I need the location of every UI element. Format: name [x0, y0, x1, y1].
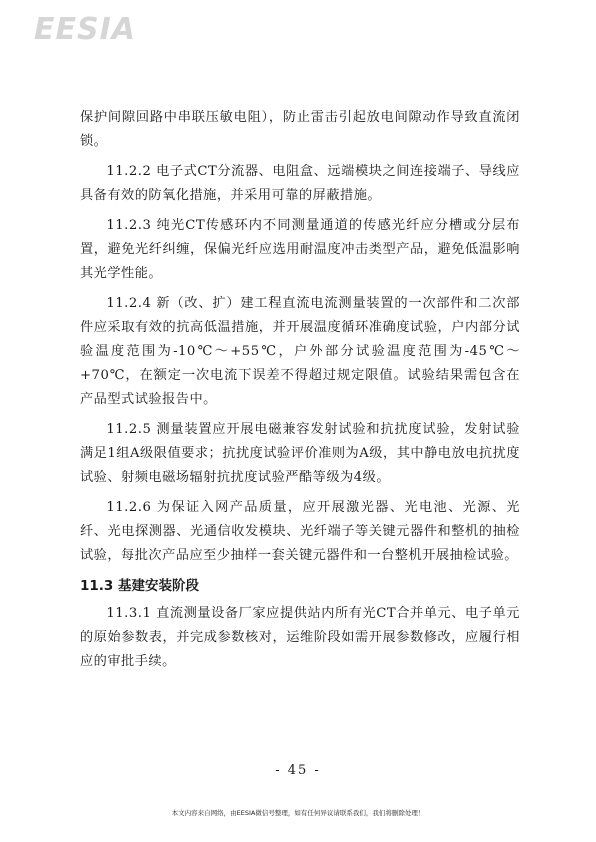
paragraph-11-2-3: 11.2.3 纯光CT传感环内不同测量通道的传感光纤应分槽或分层布置，避免光纤纠缠，保偏光纤应选用耐温度冲击类型产品，避免低温影响其光学性能。: [80, 218, 520, 281]
paragraph-11-2-2: 11.2.2 电子式CT分流器、电阻盒、远端模块之间连接端子、导线应具备有效的防氧化措施，并采用可靠的屏蔽措施。: [80, 164, 520, 203]
document-body: [80, 106, 520, 680]
paragraph-11-2-6: 11.2.6 为保证入网产品质量，应开展激光器、光电池、光源、光纤、光电探测器、光通信收发模块、光纤端子等关键元器件和整机的抽检试验，每批次产品应至少抽样一套关键元器件和一台整机开展抽检试验。: [80, 500, 520, 563]
footer-notice: 本文内容来自网络，由EESIA微信号整理，如有任何异议请联系我们，我们将删除处理！: [171, 809, 425, 817]
paragraph-11-2-4: 11.2.4 新（改、扩）建工程直流电流测量装置的一次部件和二次部件应采取有效的抗高低温措施，并开展温度循环准确度试验，户内部分试验温度范围为-10℃～+55℃，户外部分试验温度范围为-45℃～+70℃，在额定一次电流下误差不得超过规定限值。试验结果需包含在产品型式试验报告中。: [80, 296, 520, 407]
paragraph-11-3-1: 11.3.1 直流测量设备厂家应提供站内所有光CT合并单元、电子单元的原始参数表，并完成参数核对，运维阶段如需开展参数修改，应履行相应的审批手续。: [80, 606, 520, 669]
page-number: - 45 -: [275, 763, 321, 778]
section-heading-11-3: 11.3 基建安装阶段: [80, 578, 200, 594]
paragraph-continued: 保护间隙回路中串联压敏电阻），防止雷击引起放电间隙动作导致直流闭锁。: [80, 110, 520, 149]
eesia-logo: EESIA: [34, 12, 136, 47]
paragraph-11-2-5: 11.2.5 测量装置应开展电磁兼容发射试验和抗扰度试验，发射试验满足1组A级限值要求；抗扰度试验评价准则为A级，其中静电放电抗扰度试验、射频电磁场辐射抗扰度试验严酷等级为4级。: [80, 422, 520, 485]
